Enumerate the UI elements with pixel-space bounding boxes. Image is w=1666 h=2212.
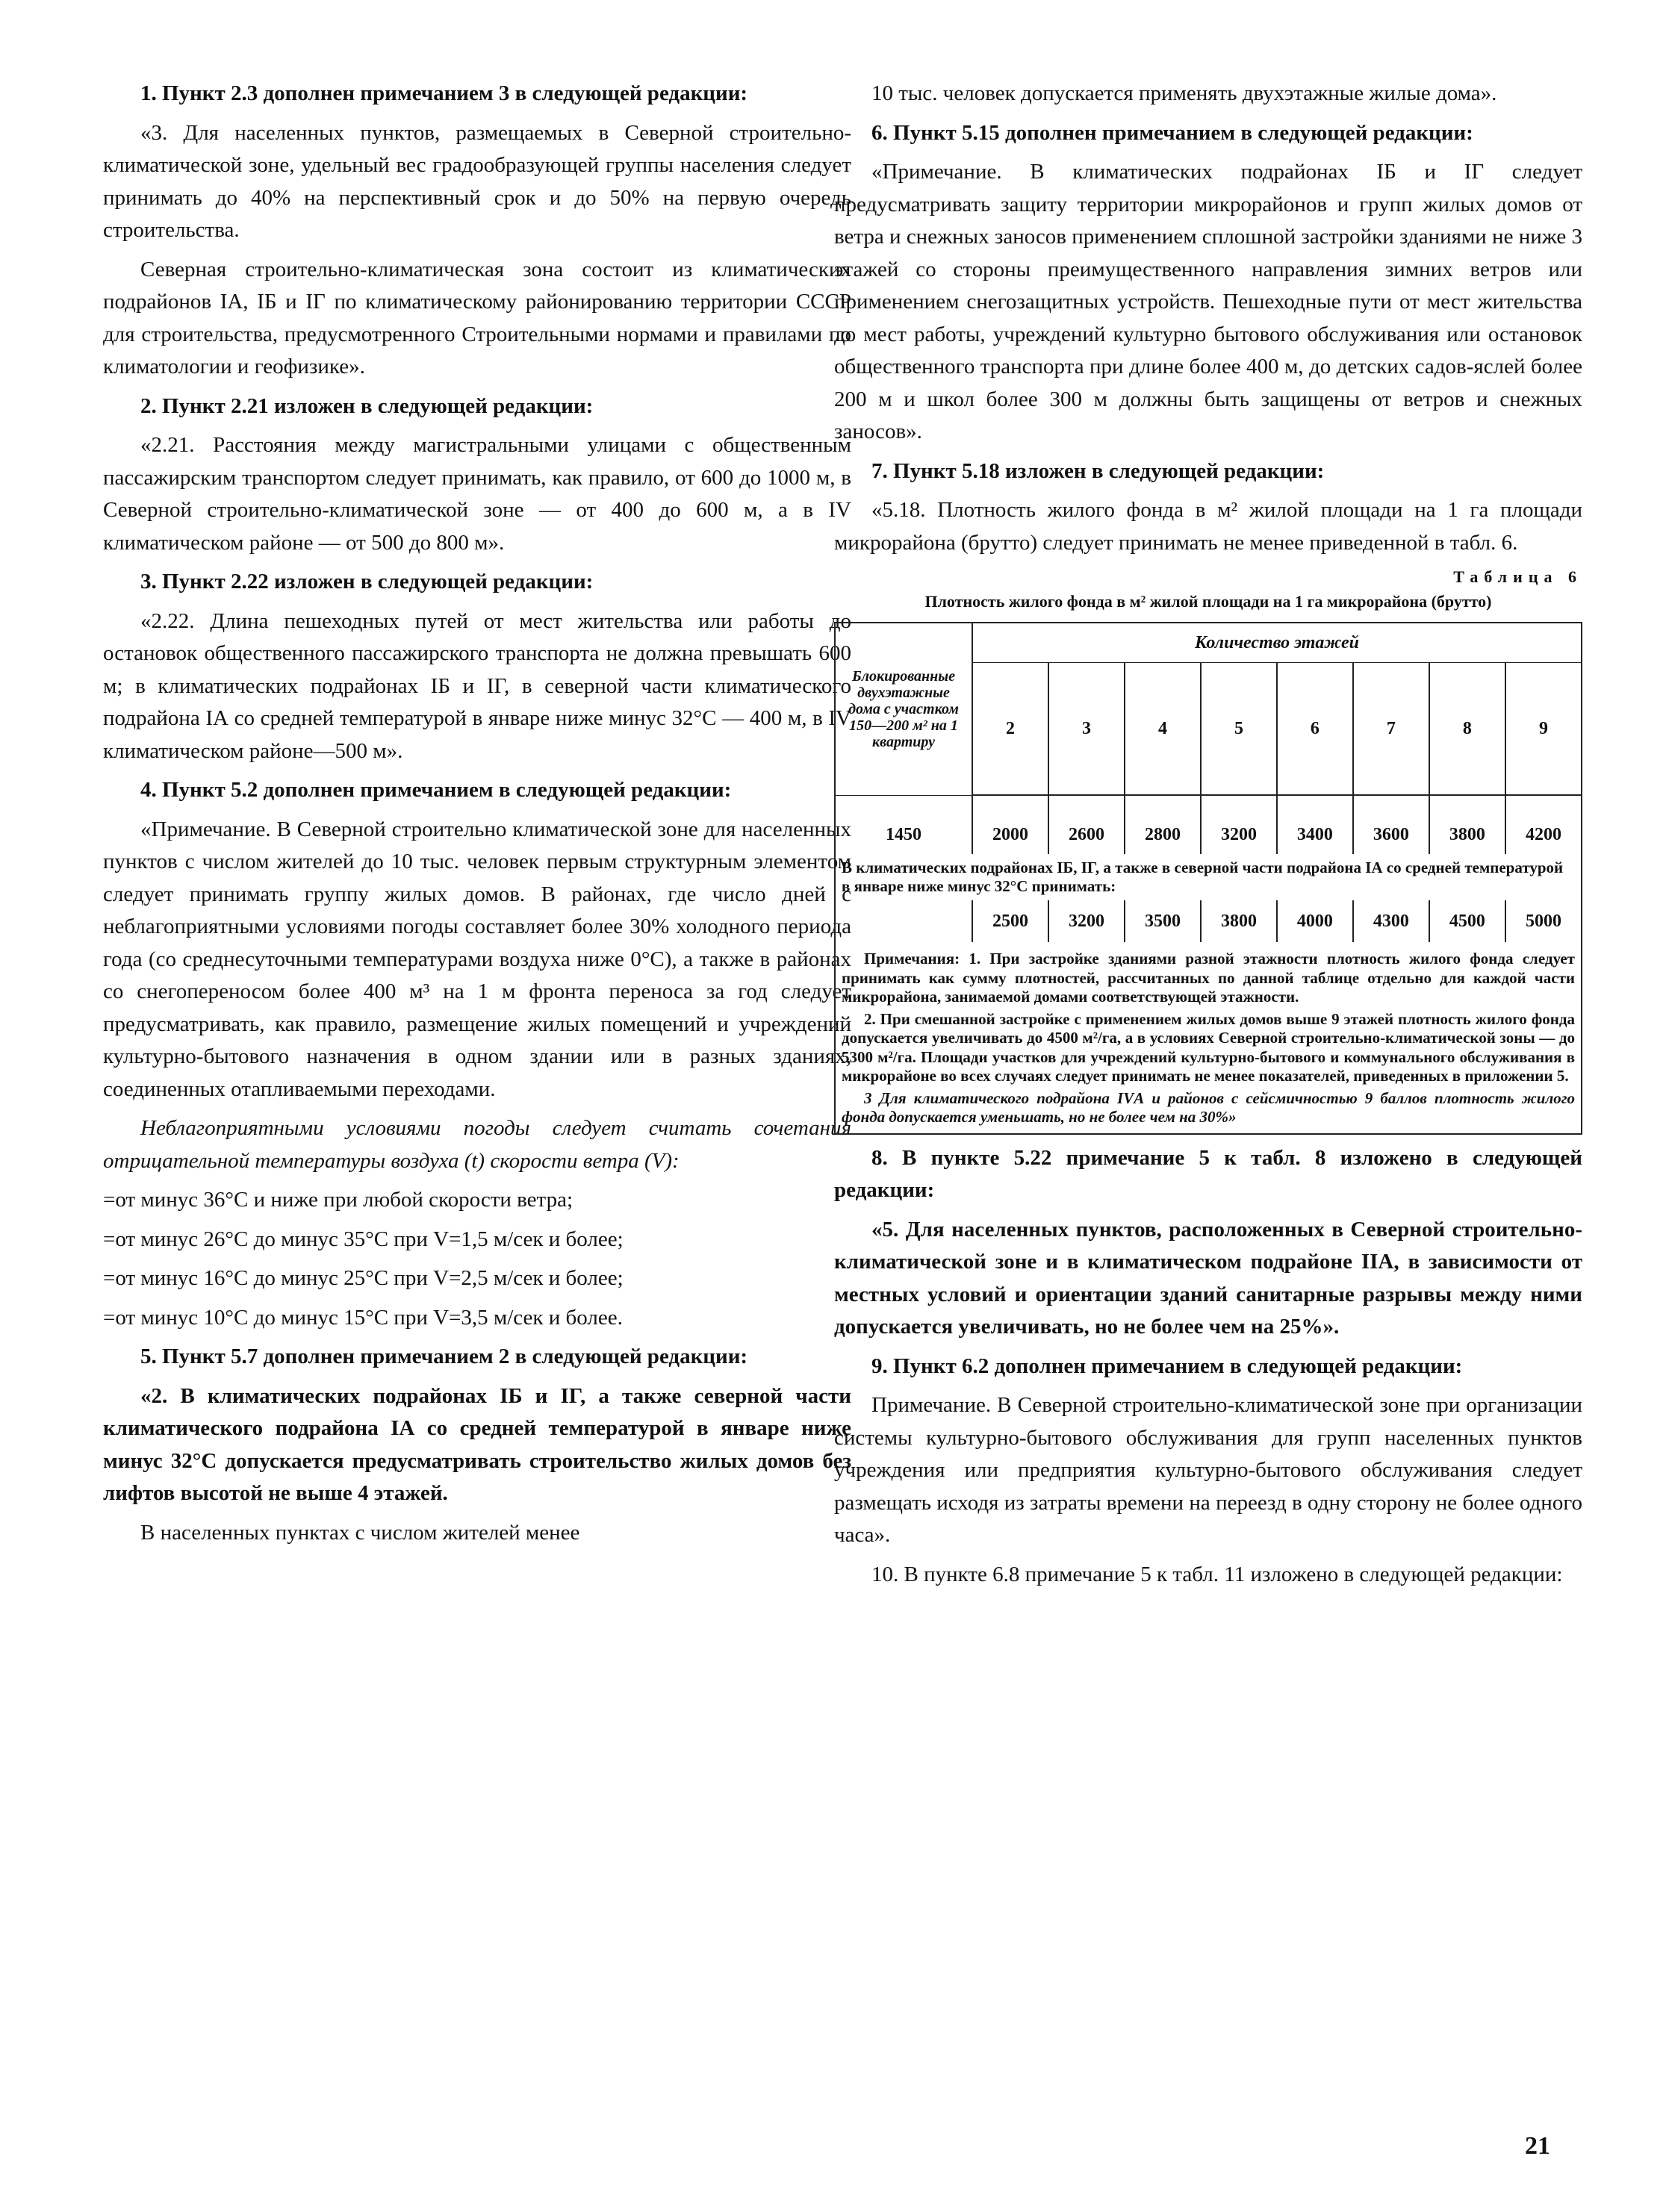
table-cell: 3600	[1353, 815, 1429, 854]
paragraph: «2.21. Расстояния между магистральными улицами с общественным пассажирским транспортом следует принимать, как правило, от 600 до 1000 м, в Северной строительно-климатической зоне — от 400 до 600 м, а в IV климатическом районе — от 500 до 800 м».	[103, 433, 851, 555]
density-table	[834, 622, 1582, 942]
paragraph: 10 тыс. человек допускается применять двухэтажные жилые дома».	[871, 81, 1497, 105]
table-cell: 1450	[835, 815, 972, 854]
table-cell: 5000	[1505, 900, 1582, 942]
table-cell: 4000	[1277, 900, 1353, 942]
table-cell: 4500	[1429, 900, 1505, 942]
table-span-text: В климатических подрайонах IБ, IГ, а также в северной части подрайона IА со средней температурой в январе ниже минус 32°С принимать:	[835, 854, 1582, 900]
paragraph: 5. Пункт 5.7 дополнен примечанием 2 в следующей редакции:	[140, 1345, 748, 1368]
floor-header: 4	[1125, 663, 1201, 796]
floor-header: 6	[1277, 663, 1353, 796]
table-cell: 4300	[1353, 900, 1429, 942]
floor-header: 2	[972, 663, 1048, 796]
paragraph: «2. В климатических подрайонах IБ и IГ, а также северной части климатического подрайона IА со средней температурой в январе ниже минус 32°С допускается предусматривать строительство жилых домов без лифтов высотой не выше 4 этажей.	[103, 1383, 851, 1505]
left-column	[103, 78, 851, 1556]
table-note: 2. При смешанной застройке с применением жилых домов выше 9 этажей плотность жилого фонда допускается увеличивать до 4500 м²/га, а в условиях Северной строительно-климатической зоны — до 5300 м²/га. Площади участков для учреждений культурно-бытового и коммунального обслуживания в микрорайоне во всех случаях следует принимать не менее показателей, приведенных в приложении 5.	[842, 1009, 1575, 1085]
table-cell: 2000	[972, 815, 1048, 854]
table-cell: 3200	[1201, 815, 1277, 854]
paragraph: 7. Пункт 5.18 изложен в следующей редакции:	[871, 458, 1325, 483]
table-caption: Плотность жилого фонда в м² жилой площади на 1 га микрорайона (брутто)	[924, 592, 1492, 611]
quote-mark: «	[140, 817, 152, 841]
paragraph: Северная строительно-климатическая зона состоит из климатических подрайонов IА, IБ и IГ по климатическому районированию территории СССР для строительства, предусмотренного Строительными нормами и правилами по климатологии и геофизике».	[103, 257, 851, 378]
note-paragraph	[103, 814, 851, 1106]
floors-group-header: Количество этажей	[972, 623, 1582, 663]
table-note: 3 Для климатического подрайона IVА и районов с сейсмичностью 9 баллов плотность жилого фонда допускается уменьшать, но не более чем на 30%»	[842, 1088, 1575, 1126]
paragraph: 9. Пункт 6.2 дополнен примечанием в следующей редакции:	[871, 1353, 1463, 1378]
list-item: =от минус 36°С и ниже при любой скорости ветра;	[103, 1188, 574, 1212]
note-text: Примечание. В Северной строительно климатической зоне для населенных пунктов с числом жителей до 10 тыс. человек первым структурным элементом следует принимать группу жилых домов. В районах, где число дней с неблагоприятными условиями погоды составляет более 30% холодного периода года (со среднесуточными температурами воздуха ниже 0°С), а также в районах со снегопереносом более 400 м³ на 1 м фронта переноса за год следует предусматривать, как правило, размещение жилых помещений и учреждений культурно-бытового назначения в одном здании или в разных зданиях, соединенных отапливаемыми переходами.	[103, 817, 851, 1101]
paragraph: «2.22. Длина пешеходных путей от мест жительства или работы до остановок общественного пассажирского транспорта не должна превышать 600 м; в климатических подрайонах IБ и IГ, в северной части климатического подрайона IА со средней температурой в январе ниже минус 32°С — 400 м, в IV климатическом районе—500 м».	[103, 608, 851, 763]
floor-header: 8	[1429, 663, 1505, 796]
paragraph: 10. В пункте 6.8 примечание 5 к табл. 11 изложено в следующей редакции:	[871, 1562, 1563, 1586]
floor-header: 7	[1353, 663, 1429, 796]
paragraph: 4. Пункт 5.2 дополнен примечанием в следующей редакции:	[140, 778, 732, 802]
floor-header: 3	[1048, 663, 1125, 796]
paragraph: Примечание. В Северной строительно-климатической зоне при организации системы культурно-бытового обслуживания для групп населенных пунктов учреждения или предприятия культурно-бытового обслуживания следует размещать исходя из затраты времени на переезд в одну сторону не более одного часа».	[834, 1393, 1582, 1547]
first-col-header: Блокированные двухэтажные дома с участком 150—200 м² на 1 квартиру	[835, 623, 972, 795]
table-cell-empty	[835, 900, 972, 942]
list-item: =от минус 26°С до минус 35°С при V=1,5 м/сек и более;	[103, 1227, 624, 1251]
table-spacer	[835, 795, 1582, 815]
table-header-row	[835, 623, 1582, 663]
table-row	[835, 815, 1582, 854]
table-row	[835, 900, 1582, 942]
table-cell: 2800	[1125, 815, 1201, 854]
paragraph: 1. Пункт 2.3 дополнен примечанием 3 в следующей редакции:	[140, 81, 748, 105]
paragraph: «3. Для населенных пунктов, размещаемых в Северной строительно-климатической зоне, удельный вес градообразующей группы населения следует принимать до 40% на перспективный срок и до 50% на первую очередь строительства.	[103, 120, 851, 242]
table-cell: 4200	[1505, 815, 1582, 854]
paragraph: 6. Пункт 5.15 дополнен примечанием в следующей редакции:	[871, 120, 1473, 145]
table-cell: 3800	[1201, 900, 1277, 942]
paragraph: «Примечание. В климатических подрайонах IБ и IГ следует предусматривать защиту территории микрорайонов и групп жилых домов от ветра и снежных заносов применением сплошной застройки зданиями не ниже 3 этажей со стороны преимущественного направления зимних ветров или применением снегозащитных устройств. Пешеходные пути от мест жительства до мест работы, учреждений культурно бытового обслуживания или остановок общественного транспорта при длине более 400 м, до детских садов-яслей более 200 м и школ более 300 м должны быть защищены от ветров и снежных заносов».	[834, 160, 1583, 443]
list-item: =от минус 10°С до минус 15°С при V=3,5 м/сек и более.	[103, 1305, 623, 1330]
list-item: =от минус 16°С до минус 25°С при V=2,5 м/сек и более;	[103, 1266, 624, 1290]
paragraph: 8. В пункте 5.22 примечание 5 к табл. 8 изложено в следующей редакции:	[834, 1145, 1582, 1202]
floor-header: 9	[1505, 663, 1582, 796]
paragraph: В населенных пунктах с числом жителей менее	[140, 1520, 580, 1545]
page-number: 21	[1525, 2132, 1550, 2160]
table-label: Таблица 6	[1453, 567, 1582, 586]
table-cell: 2500	[972, 900, 1048, 942]
table-cell: 3800	[1429, 815, 1505, 854]
paragraph: «5.18. Плотность жилого фонда в м² жилой площади на 1 га площади микрорайона (брутто) следует принимать не менее приведенной в табл. 6.	[834, 498, 1582, 555]
table-cell: 3500	[1125, 900, 1201, 942]
paragraph: «5. Для населенных пунктов, расположенных в Северной строительно-климатической зоне и в климатическом подрайоне IIА, в зависимости от местных условий и ориентации зданий санитарные разрывы между ними допускается увеличивать, но не более чем на 25%».	[834, 1217, 1582, 1339]
table-cell: 3400	[1277, 815, 1353, 854]
table-cell: 3200	[1048, 900, 1125, 942]
floor-header: 5	[1201, 663, 1277, 796]
paragraph: 3. Пункт 2.22 изложен в следующей редакции:	[140, 570, 594, 593]
right-column	[834, 78, 1582, 1598]
table-span-row	[835, 854, 1582, 900]
paragraph: Неблагоприятными условиями погоды следует считать сочетания отрицательной температуры воздуха (t) скорости ветра (V):	[103, 1116, 851, 1173]
table-note: Примечания: 1. При застройке зданиями разной этажности плотность жилого фонда следует принимать как сумму плотностей, рассчитанных по данной таблице отдельно для каждой части микрорайона, занимаемой домами соответствующей этажности.	[842, 950, 1575, 1006]
table-block	[834, 566, 1582, 1135]
paragraph: 2. Пункт 2.21 изложен в следующей редакции:	[140, 393, 594, 418]
table-cell: 2600	[1048, 815, 1125, 854]
table-notes	[834, 942, 1582, 1135]
